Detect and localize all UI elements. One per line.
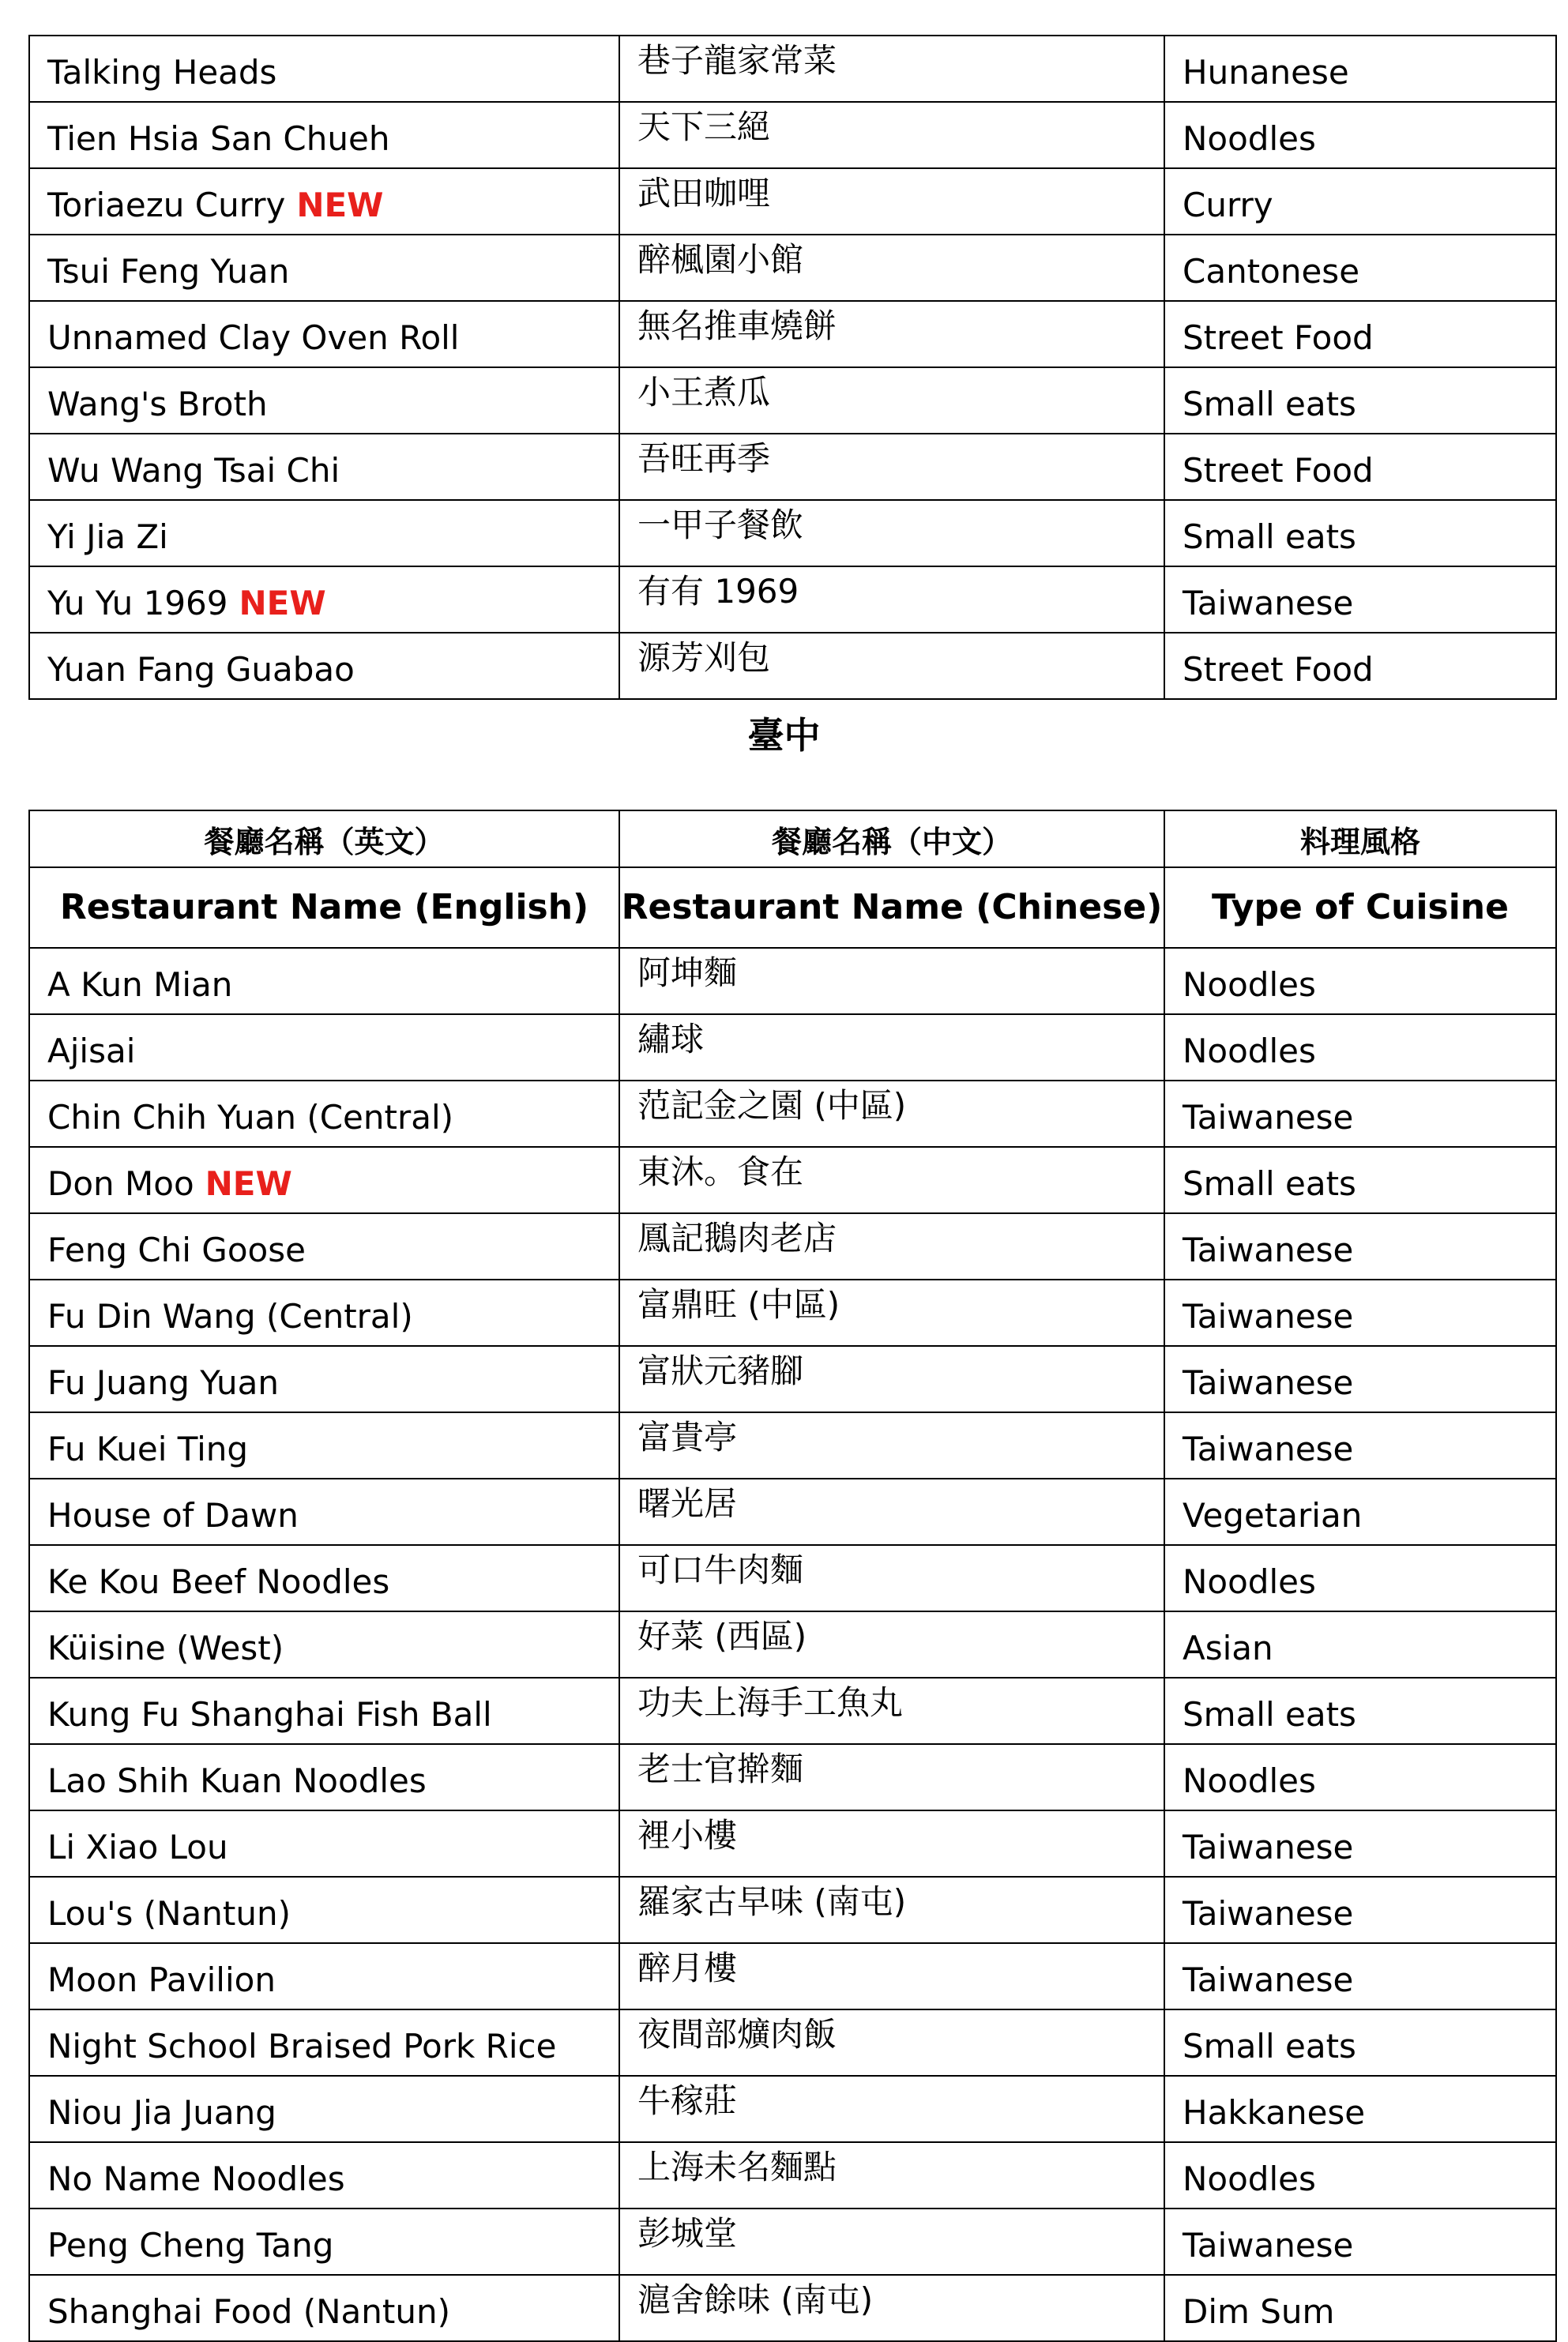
cuisine-type: Taiwanese (1164, 1810, 1556, 1877)
restaurant-name-english-text: Ajisai (47, 1031, 136, 1070)
restaurant-name-chinese: 夜間部爌肉飯 (619, 2009, 1164, 2076)
table-row (29, 633, 1556, 699)
header-col3-en: Type of Cuisine (1164, 867, 1556, 948)
table-row (29, 1877, 1556, 1943)
restaurant-name-chinese: 阿坤麵 (619, 948, 1164, 1014)
restaurant-name-chinese: 富貴亭 (619, 1412, 1164, 1479)
restaurant-name-english (29, 1346, 619, 1412)
table-row (29, 566, 1556, 633)
restaurant-name-chinese: 小王煮瓜 (619, 367, 1164, 434)
table-row (29, 1213, 1556, 1280)
restaurant-name-english (29, 1479, 619, 1545)
taichung-restaurant-table (28, 810, 1557, 2342)
restaurant-name-english (29, 36, 619, 102)
cuisine-type: Noodles (1164, 1545, 1556, 1611)
restaurant-name-english (29, 301, 619, 367)
restaurant-name-english-text: House of Dawn (47, 1495, 299, 1535)
restaurant-name-chinese: 武田咖哩 (619, 168, 1164, 235)
table-row (29, 2009, 1556, 2076)
table-row (29, 1479, 1556, 1545)
cuisine-type: Hakkanese (1164, 2076, 1556, 2142)
cuisine-type: Noodles (1164, 948, 1556, 1014)
restaurant-name-english-text: Feng Chi Goose (47, 1230, 306, 1269)
restaurant-name-chinese: 源芳刈包 (619, 633, 1164, 699)
table-row (29, 1744, 1556, 1810)
restaurant-name-english (29, 2275, 619, 2341)
table-header (29, 810, 1556, 948)
restaurant-name-english-text: Lao Shih Kuan Noodles (47, 1761, 427, 1800)
table-row (29, 1943, 1556, 2009)
restaurant-name-english (29, 1147, 619, 1213)
restaurant-name-english-text: No Name Noodles (47, 2159, 345, 2198)
restaurant-name-english-text: Küisine (West) (47, 1628, 284, 1667)
table-row (29, 1412, 1556, 1479)
restaurant-name-chinese: 繡球 (619, 1014, 1164, 1081)
restaurant-name-english (29, 102, 619, 168)
table-row (29, 1014, 1556, 1081)
restaurant-name-english (29, 1014, 619, 1081)
new-badge: NEW (239, 583, 326, 622)
taipei-table-body (29, 36, 1556, 699)
restaurant-name-chinese: 富鼎旺 (中區) (619, 1280, 1164, 1346)
section-title: 臺中 (747, 714, 821, 757)
restaurant-name-english (29, 2209, 619, 2275)
restaurant-name-chinese: 好菜 (西區) (619, 1611, 1164, 1678)
table-row (29, 500, 1556, 566)
restaurant-name-english (29, 633, 619, 699)
restaurant-name-english-text: Yuan Fang Guabao (47, 649, 355, 689)
table-row (29, 1611, 1556, 1678)
restaurant-name-english-text: Toriaezu Curry (47, 185, 286, 224)
restaurant-name-english-text: Ke Kou Beef Noodles (47, 1562, 390, 1601)
restaurant-name-english (29, 566, 619, 633)
restaurant-name-english-text: Fu Juang Yuan (47, 1363, 280, 1402)
restaurant-name-chinese: 老士官擀麵 (619, 1744, 1164, 1810)
restaurant-name-english-text: Yu Yu 1969 (47, 583, 228, 622)
cuisine-type: Street Food (1164, 301, 1556, 367)
restaurant-name-chinese: 可口牛肉麵 (619, 1545, 1164, 1611)
restaurant-name-english-text: Tsui Feng Yuan (47, 251, 290, 291)
restaurant-name-english-text: Yi Jia Zi (47, 517, 168, 556)
table-row (29, 2275, 1556, 2341)
restaurant-name-english (29, 168, 619, 235)
new-badge: NEW (205, 1163, 292, 1203)
cuisine-type: Taiwanese (1164, 2209, 1556, 2275)
restaurant-name-chinese: 吾旺再季 (619, 434, 1164, 500)
restaurant-name-english-text: Wang's Broth (47, 384, 268, 423)
cuisine-type: Street Food (1164, 633, 1556, 699)
header-col1-zh: 餐廳名稱（英文） (29, 810, 619, 867)
restaurant-name-english (29, 1678, 619, 1744)
restaurant-name-chinese: 上海未名麵點 (619, 2142, 1164, 2209)
restaurant-name-english (29, 500, 619, 566)
restaurant-name-english-text: Moon Pavilion (47, 1960, 276, 1999)
new-badge: NEW (296, 185, 384, 224)
cuisine-type: Noodles (1164, 102, 1556, 168)
table-row (29, 948, 1556, 1014)
restaurant-name-english (29, 2009, 619, 2076)
cuisine-type: Small eats (1164, 367, 1556, 434)
cuisine-type: Hunanese (1164, 36, 1556, 102)
cuisine-type: Small eats (1164, 2009, 1556, 2076)
restaurant-name-english (29, 1611, 619, 1678)
header-col2-zh: 餐廳名稱（中文） (619, 810, 1164, 867)
restaurant-name-english (29, 1412, 619, 1479)
cuisine-type: Taiwanese (1164, 566, 1556, 633)
restaurant-name-english (29, 1213, 619, 1280)
restaurant-name-english-text: Don Moo (47, 1163, 194, 1203)
header-col1-en: Restaurant Name (English) (29, 867, 619, 948)
restaurant-name-chinese: 功夫上海手工魚丸 (619, 1678, 1164, 1744)
cuisine-type: Small eats (1164, 500, 1556, 566)
cuisine-type: Small eats (1164, 1147, 1556, 1213)
header-col3-zh: 料理風格 (1164, 810, 1556, 867)
restaurant-name-english (29, 434, 619, 500)
restaurant-name-english (29, 1744, 619, 1810)
cuisine-type: Noodles (1164, 2142, 1556, 2209)
restaurant-name-chinese: 醉月樓 (619, 1943, 1164, 2009)
cuisine-type: Taiwanese (1164, 1280, 1556, 1346)
restaurant-name-chinese: 巷子龍家常菜 (619, 36, 1164, 102)
restaurant-name-english-text: Shanghai Food (Nantun) (47, 2291, 450, 2331)
restaurant-name-chinese: 富狀元豬腳 (619, 1346, 1164, 1412)
restaurant-name-english-text: Fu Din Wang (Central) (47, 1296, 413, 1336)
restaurant-name-chinese: 一甲子餐飲 (619, 500, 1164, 566)
taipei-restaurant-table (28, 35, 1557, 700)
table-row (29, 2142, 1556, 2209)
cuisine-type: Curry (1164, 168, 1556, 235)
table-row (29, 36, 1556, 102)
table-row (29, 168, 1556, 235)
restaurant-name-english-text: Night School Braised Pork Rice (47, 2026, 557, 2066)
restaurant-name-chinese: 滬舍餘味 (南屯) (619, 2275, 1164, 2341)
cuisine-type: Taiwanese (1164, 1346, 1556, 1412)
restaurant-name-chinese: 裡小樓 (619, 1810, 1164, 1877)
restaurant-name-english (29, 367, 619, 434)
table-row (29, 367, 1556, 434)
table-row (29, 1545, 1556, 1611)
restaurant-name-english-text: A Kun Mian (47, 964, 233, 1004)
cuisine-type: Taiwanese (1164, 1412, 1556, 1479)
table-row (29, 1678, 1556, 1744)
restaurant-name-chinese: 鳳記鵝肉老店 (619, 1213, 1164, 1280)
table-row (29, 1346, 1556, 1412)
cuisine-type: Taiwanese (1164, 1877, 1556, 1943)
restaurant-name-english-text: Talking Heads (47, 52, 277, 92)
restaurant-name-english-text: Fu Kuei Ting (47, 1429, 249, 1468)
restaurant-name-english (29, 948, 619, 1014)
cuisine-type: Small eats (1164, 1678, 1556, 1744)
restaurant-name-english (29, 2076, 619, 2142)
restaurant-name-english (29, 1280, 619, 1346)
table-row (29, 235, 1556, 301)
table-row (29, 102, 1556, 168)
restaurant-name-english (29, 1081, 619, 1147)
restaurant-name-english (29, 2142, 619, 2209)
restaurant-name-english (29, 235, 619, 301)
restaurant-name-english (29, 1545, 619, 1611)
restaurant-name-chinese: 羅家古早味 (南屯) (619, 1877, 1164, 1943)
header-col2-en: Restaurant Name (Chinese) (619, 867, 1164, 948)
restaurant-name-english-text: Li Xiao Lou (47, 1827, 228, 1866)
table-row (29, 434, 1556, 500)
restaurant-name-english-text: Wu Wang Tsai Chi (47, 450, 340, 490)
restaurant-name-chinese: 東沐。食在 (619, 1147, 1164, 1213)
cuisine-type: Taiwanese (1164, 1081, 1556, 1147)
cuisine-type: Dim Sum (1164, 2275, 1556, 2341)
restaurant-name-english-text: Niou Jia Juang (47, 2092, 276, 2132)
restaurant-name-english-text: Unnamed Clay Oven Roll (47, 318, 460, 357)
restaurant-name-english-text: Lou's (Nantun) (47, 1893, 291, 1933)
restaurant-name-chinese: 范記金之園 (中區) (619, 1081, 1164, 1147)
header-row-english (29, 867, 1556, 948)
restaurant-name-chinese: 彭城堂 (619, 2209, 1164, 2275)
cuisine-type: Street Food (1164, 434, 1556, 500)
restaurant-name-chinese: 天下三絕 (619, 102, 1164, 168)
restaurant-name-chinese: 牛稼莊 (619, 2076, 1164, 2142)
table-row (29, 301, 1556, 367)
cuisine-type: Taiwanese (1164, 1943, 1556, 2009)
restaurant-name-chinese: 無名推車燒餅 (619, 301, 1164, 367)
restaurant-name-english-text: Kung Fu Shanghai Fish Ball (47, 1694, 492, 1734)
cuisine-type: Cantonese (1164, 235, 1556, 301)
cuisine-type: Asian (1164, 1611, 1556, 1678)
cuisine-type: Noodles (1164, 1744, 1556, 1810)
restaurant-name-english (29, 1810, 619, 1877)
header-row-chinese (29, 810, 1556, 867)
cuisine-type: Vegetarian (1164, 1479, 1556, 1545)
cuisine-type: Noodles (1164, 1014, 1556, 1081)
restaurant-name-english (29, 1943, 619, 2009)
table-row (29, 1280, 1556, 1346)
restaurant-name-english (29, 1877, 619, 1943)
restaurant-name-chinese: 醉楓園小館 (619, 235, 1164, 301)
table-row (29, 1081, 1556, 1147)
taichung-table-body (29, 948, 1556, 2341)
table-row (29, 2076, 1556, 2142)
table-row (29, 2209, 1556, 2275)
table-row (29, 1147, 1556, 1213)
restaurant-name-chinese: 有有 1969 (619, 566, 1164, 633)
cuisine-type: Taiwanese (1164, 1213, 1556, 1280)
table-row (29, 1810, 1556, 1877)
restaurant-name-english-text: Chin Chih Yuan (Central) (47, 1097, 454, 1137)
restaurant-name-chinese: 曙光居 (619, 1479, 1164, 1545)
restaurant-name-english-text: Peng Cheng Tang (47, 2225, 334, 2265)
restaurant-name-english-text: Tien Hsia San Chueh (47, 118, 390, 158)
